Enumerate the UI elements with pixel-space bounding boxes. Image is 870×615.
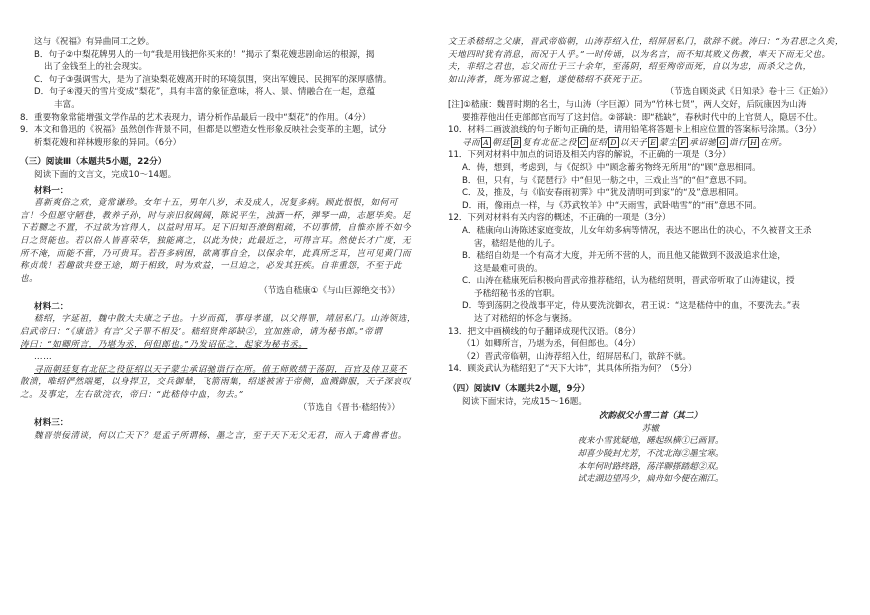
text-line: 析梨花嫂和祥林嫂形象的异同。（6分）: [34, 137, 182, 148]
question-10: 10．材料二画波浪线的句子断句正确的是，请用铅笔将答题卡上相应位置的答案标号涂黑。（3分）: [448, 125, 822, 136]
choice-box-a[interactable]: A: [483, 137, 490, 147]
passage-line: 嵇绍，字延祖，魏中散大夫康之子也。十岁而孤，事母孝谨，以父得罪，靖居私门。山涛领选，: [34, 314, 416, 325]
passage-line: 启武帝曰：“《康诰》有言‘父子罪不相及’。嵇绍贤侔郤缺②，宜加旌命，请为秘书郎。”帝谓: [20, 327, 383, 338]
poem-author: 苏辙: [641, 423, 660, 434]
q11-option-d: D．雨，像雨点一样，与《苏武牧羊》中“天雨雪，武卧啮雪”的“雨”意思不同。: [462, 200, 762, 211]
ellipsis: ……: [34, 352, 53, 363]
passage-line: 日之贤能也。若以俗人皆喜荣华，独能离之，以此为快；此最近之，可得言耳。然使长才广度，无: [20, 235, 412, 246]
text-line: 丰富。: [54, 99, 80, 110]
passage-line: 天地四时犹有消息，而况于人乎。”一时传诵，以为名言，而不知其败义伤教，率天下而无父也。: [448, 49, 831, 60]
text-line: 害，嵇绍是他的儿子。: [474, 238, 560, 249]
section-4-intro: 阅读下面宋诗，完成15～16题。: [462, 396, 587, 407]
poem-line: 夜来小雪犹疑地，睡起纵横①已画冒。: [577, 436, 724, 447]
section-4-heading: （四）阅读Ⅳ（本题共2小题，9分）: [448, 384, 590, 395]
material-3-title: 材料三：: [34, 418, 69, 429]
q10-text: 承诏驰: [689, 137, 717, 148]
q12-option-d: D．等到荡阴之役战事平定，侍从要洗浣御衣，君王说：“这是嵇侍中的血，不要洗去。”表: [462, 301, 800, 312]
text-line: 这是最难可贵的。: [474, 263, 543, 274]
choice-box-d[interactable]: D: [610, 137, 617, 147]
question-13: 13．把文中画横线的句子翻译成现代汉语。（8分）: [448, 326, 641, 337]
passage-line-underlined: 涛曰：“如卿所言，乃堪为丞，何但郎也。”乃发诏征之，起家为秘书丞。: [20, 339, 308, 350]
passage-line: 夫，非绍之君也，忘父而仕于三十余年，至荡阴，绍至殉帝而死，自以为忠，而杀父之仇，: [448, 62, 812, 73]
note-line: 要推荐他出任吏部郎官而写了这封信。②郤缺：即“嵇缺”，春秋时代中的上官贤人，隐居不仕。: [462, 112, 823, 123]
question-11: 11．下列对材料中加点的词语及相关内容的解说，不正确的一项是（3分）: [448, 150, 731, 161]
material-3-continued: [448, 36, 853, 86]
q10-text: 复有北征之役: [522, 137, 577, 148]
q11-option-c: C．及，推及，与《临安春雨初霁》中“犹及清明可到家”的“及”意思相同。: [462, 188, 744, 199]
text-line: 予嵇绍秘书丞的官职。: [474, 288, 560, 299]
material-3-source: （节选自顾炎武《日知录》卷十三《正始》）: [665, 87, 833, 98]
passage-line: 魏晋崇佞清谈，何以亡天下？是孟子所谓杨、墨之言，至于天下无父无君，而入于禽兽者也。: [34, 430, 407, 441]
q10-text: 朝廷: [492, 137, 511, 148]
q12-option-a: A．嵇康向山涛陈述家庭变故，儿女年幼多病等情况，表达不愿出仕的决心，不久被晋文王杀: [462, 225, 812, 236]
poem-line: 本年何时路终路，荡洋聊搽踏超②双。: [577, 461, 724, 472]
q10-text: 诣行: [728, 137, 748, 148]
left-column: [20, 36, 420, 442]
passage-line: 散溃，唯绍俨然端冕，以身捍卫，交兵御辇，飞箭雨集，绍遂被害于帝侧，血溅御服，天子深哀叹: [20, 377, 412, 388]
q10-text: 在所。: [760, 137, 788, 148]
passage-line: 之。及事定，左右欲浣衣，帝曰：“此嵇侍中血，勿去。”: [20, 390, 244, 401]
q12-option-b: B．嵇绍自幼是一个有高才大度，并无所不营的人，而且他又能做到不汲汲追求仕途，: [462, 251, 786, 262]
question-8: 8．重要物象常能增强文学作品的艺术表现力，请分析作品最后一段中“梨花”的作用。（4分）: [20, 112, 371, 123]
choice-box-g[interactable]: G: [719, 137, 726, 147]
section-3-heading: （三）阅读Ⅲ（本题共5小题，22分）: [20, 157, 167, 168]
note-line: [注]①嵇康：魏晋时期的名士，与山涛（字巨源）同为“竹林七贤”，两人交好，后阮康因为山涛: [448, 99, 807, 110]
material-2-source: （节选自《晋书·嵇绍传》）: [298, 402, 400, 413]
passage-line: 称贞哉！若趣欲共登王途，期于相致，时为欢益，一旦迫之，必发其狂疾。自非重怨，不至于此也。: [20, 261, 402, 284]
q10-text: 蒙尘: [659, 137, 678, 148]
q10-text: 寻而: [462, 137, 481, 148]
section-3-intro: 阅读下面的文言文，完成10～14题。: [34, 169, 177, 180]
option-b: B．句子②中梨花牌男人的一句“我是用钱把你买来的！”揭示了梨花嫂悲剧命运的根源，揭: [34, 49, 375, 60]
material-2-title: 材料二：: [34, 301, 69, 312]
q13-item-2: （2）晋武帝临朝，山涛荐绍入仕，绍屏居私门，欲辞不就。: [462, 351, 691, 362]
q10-segmented-line: [448, 137, 853, 150]
option-c: C．句子③强调雪大，是为了渲染梨花嫂离开时的环境氛围，突出军嫂民、民拥军的深厚感情。: [34, 74, 392, 85]
question-12: 12．下列对材料有关内容的概述，不正确的一项是（3分）: [448, 213, 671, 224]
choice-box-e[interactable]: E: [650, 137, 657, 147]
passage-line: 如山涛者，既为邪说之魁，遂使嵇绍不获死于正。: [448, 74, 649, 85]
passage-line: 言！今但愿守陋巷，教养子孙，时与亲旧叙阔阔，陈说平生，浊酒一杯，弹琴一曲，志愿毕矣。足: [20, 210, 412, 221]
passage-line: 下若嬲之不置，不过欲为官得人，以益时用耳。足下旧知吾潦倒粗疏，不切事情，自惟亦皆不如今: [20, 223, 412, 234]
option-d: D．句子④漫天的雪片变成“梨花”，具有丰富的象征意味，将人、景、情融合在一起，意蕴: [34, 87, 376, 98]
q11-option-b: B．但，只有，与《琵琶行》中“但见一舫之中，三戏止当”的“但”意思不同。: [462, 175, 753, 186]
material-1-body: [20, 197, 420, 285]
material-3-body: [20, 430, 420, 443]
choice-box-c[interactable]: C: [579, 137, 587, 147]
q12-option-c: C．山涛在嵇康死后积极向晋武帝推荐嵇绍，认为嵇绍贤明，晋武帝听取了山涛建议，授: [462, 276, 795, 287]
q11-option-a: A．俦，想到，考虑到，与《促织》中“顾念蓄劣物终无所用”的“顾”意思相同。: [462, 162, 761, 173]
text-line: 出了金钱至上的社会现实。: [44, 62, 148, 73]
q10-text: 以天子: [619, 137, 648, 148]
poem-line: 试走湖边望冯少，扁舟如今便在湘江。: [577, 474, 724, 485]
passage-line: 所不淹，而能不营，乃可贵耳。若吾多病困，欲离事自全，以保余年，此真所乏耳，岂可见黄门而: [20, 248, 412, 259]
question-9: 9．本文和鲁迅的《祝福》虽然创作背景不同，但都是以塑造女性形象反映社会变革的主题，试分: [20, 125, 387, 136]
choice-box-b[interactable]: B: [513, 137, 520, 147]
text-line: 这与《祝福》有异曲同工之妙。: [34, 37, 155, 47]
choice-box-f[interactable]: F: [680, 137, 687, 147]
choice-box-h[interactable]: H: [750, 137, 758, 147]
passage-line: 文王杀嵇绍之父康，晋武帝临朝，山涛荐绍入仕，绍屏居私门，欲辞不就。涛曰：“为君思之久矣，: [448, 37, 844, 47]
poem-line: 却喜少陵封尤芳，不沈北海②墨宝寒。: [577, 449, 724, 459]
passage-line: 喜新爽俗之欢，竟常谦珍。女年十五，男年八岁，未及成人，况复多病。顾此恨恨，如何可: [34, 198, 398, 209]
material-1-source: （节选自嵇康①《与山巨源绝交书》）: [259, 286, 400, 297]
q10-text: 征绍: [589, 137, 608, 148]
right-column: [448, 36, 853, 486]
text-line: 达了对嵇绍的怀念与褒扬。: [474, 314, 578, 325]
q13-item-1: （1）如卿所言，乃堪为丞，何但郎也。（4分）: [462, 339, 641, 350]
material-2-body: [20, 313, 420, 401]
passage-line-wavy: 寻而朝廷复有北征之役征绍以天子蒙尘承诏驰诣行在所。值王师败绩于荡阴，百官及侍卫莫不: [34, 364, 407, 375]
material-1-title: 材料一：: [34, 185, 69, 196]
question-14: 14．顾炎武认为嵇绍犯了“天下大讳”，其具体所指为何？（5分）: [448, 364, 697, 375]
poem-title: 次韵叔父小雪二首（其二）: [598, 411, 703, 422]
